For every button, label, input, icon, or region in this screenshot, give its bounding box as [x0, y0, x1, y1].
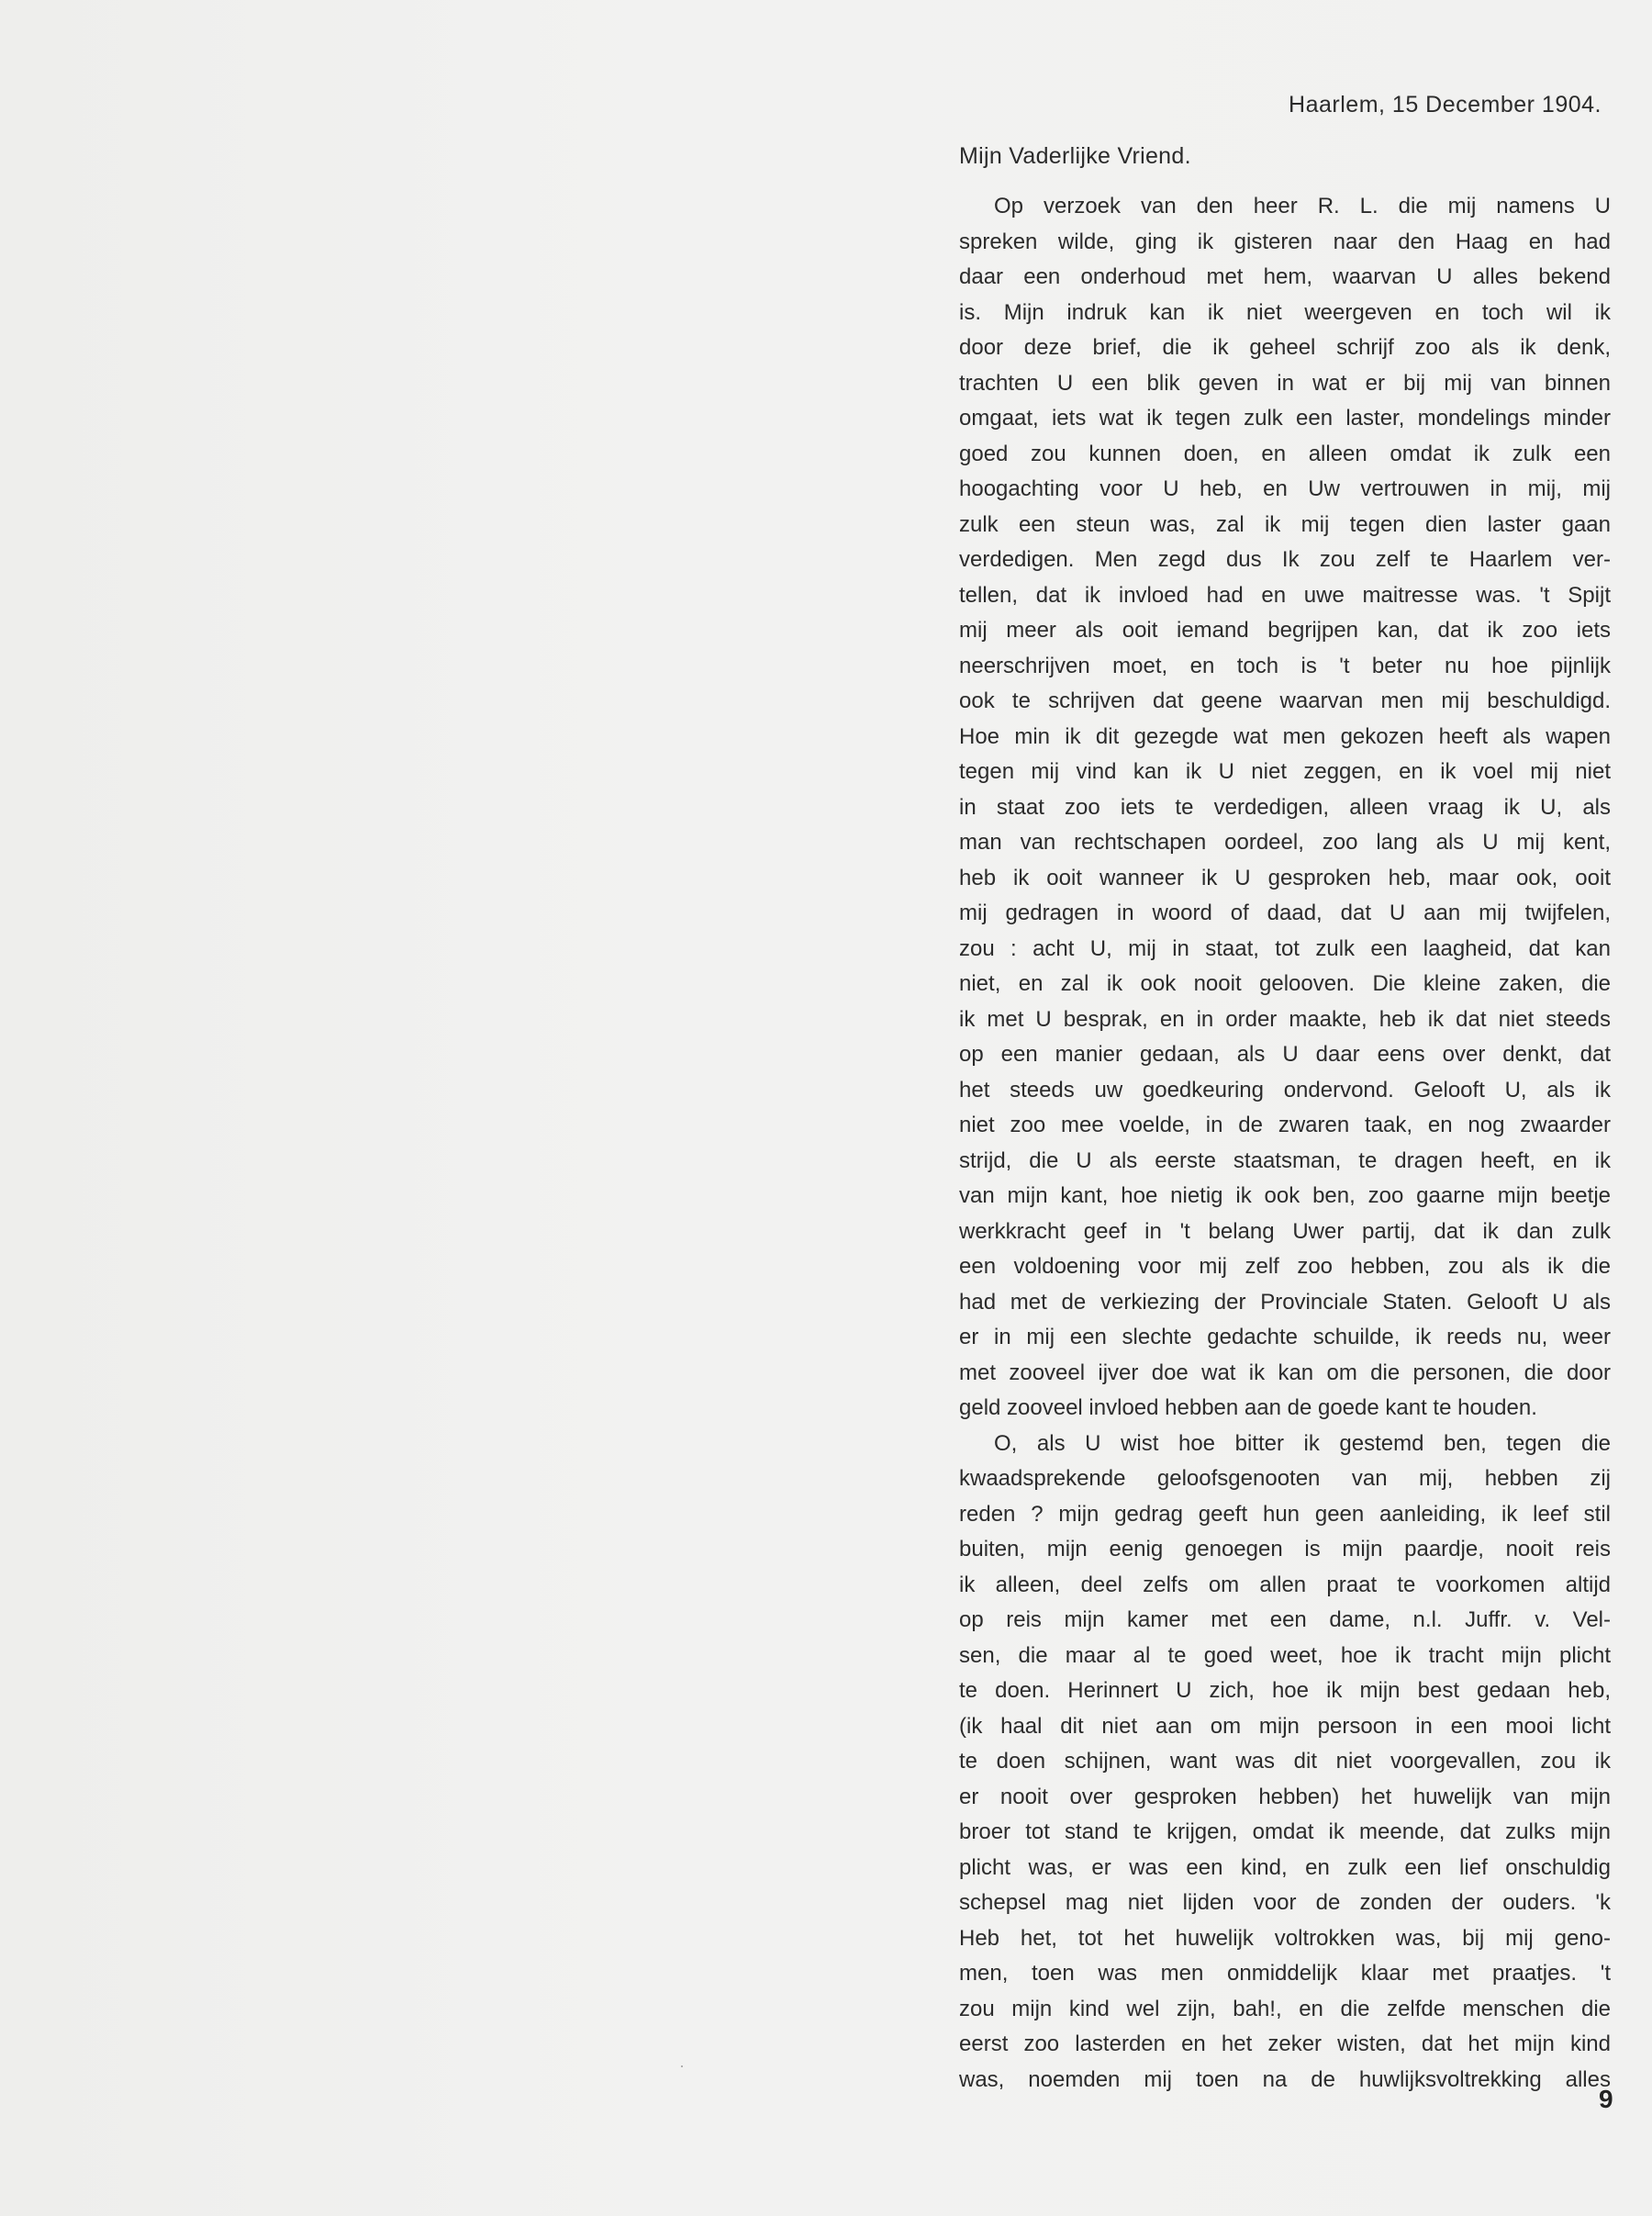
body-line: daar een onderhoud met hem, waarvan U alles bekend	[959, 264, 1611, 289]
body-line: mij meer als ooit iemand begrijpen kan, dat ik zoo iets	[959, 618, 1611, 643]
body-line: door deze brief, die ik geheel schrijf zoo als ik denk,	[959, 335, 1611, 360]
body-line: O, als U wist hoe bitter ik gestemd ben, tegen die	[994, 1430, 1611, 1456]
body-line: neerschrijven moet, en toch is 't beter nu hoe pijnlijk	[959, 653, 1611, 678]
body-line: op een manier gedaan, als U daar eens over denkt, dat	[959, 1042, 1611, 1067]
body-line: op reis mijn kamer met een dame, n.l. Juffr. v. Vel-	[959, 1607, 1611, 1632]
body-line: zulk een steun was, zal ik mij tegen dien laster gaan	[959, 511, 1611, 537]
body-line: strijd, die U als eerste staatsman, te dragen heeft, en ik	[959, 1147, 1611, 1173]
body-line: mij gedragen in woord of daad, dat U aan mij twijfelen,	[959, 901, 1611, 925]
body-line: ook te schrijven dat geene waarvan men mij beschuldigd.	[959, 688, 1611, 713]
body-line: niet, en zal ik ook nooit gelooven. Die kleine zaken, die	[959, 971, 1611, 996]
body-line: met zooveel ijver doe wat ik kan om die personen, die door	[959, 1360, 1611, 1385]
body-line: eerst zoo lasterden en het zeker wisten, dat het mijn kind	[959, 2031, 1611, 2056]
body-line: had met de verkiezing der Provinciale Staten. Gelooft U als	[959, 1289, 1611, 1315]
body-line: tellen, dat ik invloed had en uwe maitresse was. 't Spijt	[959, 582, 1611, 608]
body-line: (ik haal dit niet aan om mijn persoon in een mooi licht	[959, 1713, 1611, 1739]
body-line: buiten, mijn eenig genoegen is mijn paardje, nooit reis	[959, 1537, 1611, 1561]
page-number: 9	[1599, 2085, 1613, 2113]
body-line: plicht was, er was een kind, en zulk een lief onschuldig	[959, 1854, 1611, 1880]
body-line: heb ik ooit wanneer ik U gesproken heb, maar ook, ooit	[959, 865, 1611, 890]
body-line: te doen. Herinnert U zich, hoe ik mijn best gedaan heb,	[959, 1678, 1611, 1703]
body-line: werkkracht geef in 't belang Uwer partij, dat ik dan zulk	[959, 1218, 1611, 1244]
body-line: is. Mijn indruk kan ik niet weergeven en toch wil ik	[959, 299, 1611, 325]
body-line: Op verzoek van den heer R. L. die mij namens U	[994, 194, 1611, 218]
body-line: in staat zoo iets te verdedigen, alleen vraag ik U, als	[959, 794, 1611, 820]
body-line: man van rechtschapen oordeel, zoo lang als U mij kent,	[959, 830, 1611, 855]
body-line: zou mijn kind wel zijn, bah!, en die zelfde menschen die	[959, 1996, 1611, 2021]
body-line: er in mij een slechte gedachte schuilde, ik reeds nu, weer	[959, 1325, 1611, 1349]
letter-body	[959, 189, 1611, 2098]
body-line: was, noemden mij toen na de huwlijksvoltrekking alles	[959, 2066, 1611, 2092]
body-line: kwaadsprekende geloofsgenooten van mij, hebben zij	[959, 1466, 1611, 1491]
body-line: broer tot stand te krijgen, omdat ik meende, dat zulks mijn	[959, 1819, 1611, 1844]
letter-dateline: Haarlem, 15 December 1904.	[1289, 92, 1602, 118]
body-line: er nooit over gesproken hebben) het huwelijk van mijn	[959, 1784, 1611, 1809]
body-line: omgaat, iets wat ik tegen zulk een laster, mondelings minder	[959, 406, 1611, 431]
body-line: sen, die maar al te goed weet, hoe ik tracht mijn plicht	[959, 1642, 1611, 1668]
body-line: ik alleen, deel zelfs om allen praat te voorkomen altijd	[959, 1572, 1611, 1597]
body-line: zou : acht U, mij in staat, tot zulk een laagheid, dat kan	[959, 935, 1611, 961]
letter-salutation: Mijn Vaderlijke Vriend.	[959, 143, 1191, 169]
body-line: Hoe min ik dit gezegde wat men gekozen heeft als wapen	[959, 723, 1611, 749]
body-line: hoogachting voor U heb, en Uw vertrouwen in mij, mij	[959, 476, 1611, 501]
body-line: een voldoening voor mij zelf zoo hebben, zou als ik die	[959, 1254, 1611, 1279]
body-line: goed zou kunnen doen, en alleen omdat ik zulk een	[959, 441, 1611, 466]
body-line: het steeds uw goedkeuring ondervond. Gelooft U, als ik	[959, 1077, 1611, 1102]
body-line: men, toen was men onmiddelijk klaar met praatjes. 't	[959, 1961, 1611, 1986]
body-line: niet zoo mee voelde, in de zwaren taak, en nog zwaarder	[959, 1113, 1611, 1137]
body-line: ik met U besprak, en in order maakte, heb ik dat niet steeds	[959, 1006, 1611, 1032]
body-line: spreken wilde, ging ik gisteren naar den Haag en had	[959, 229, 1611, 254]
body-line: van mijn kant, hoe nietig ik ook ben, zoo gaarne mijn beetje	[959, 1183, 1611, 1208]
body-line: schepsel mag niet lijden voor de zonden der ouders. 'k	[959, 1890, 1611, 1915]
body-line: Heb het, tot het huwelijk voltrokken was, bij mij geno-	[959, 1925, 1611, 1951]
body-line: geld zooveel invloed hebben aan de goede kant te houden.	[959, 1395, 1537, 1420]
body-line: reden ? mijn gedrag geeft hun geen aanleiding, ik leef stil	[959, 1501, 1611, 1527]
body-line: verdedigen. Men zegd dus Ik zou zelf te Haarlem ver-	[959, 547, 1611, 572]
body-line: trachten U een blik geven in wat er bij mij van binnen	[959, 370, 1611, 396]
body-line: tegen mij vind kan ik U niet zeggen, en ik voel mij niet	[959, 759, 1611, 784]
paper-speck	[681, 2065, 683, 2067]
body-line: te doen schijnen, want was dit niet voorgevallen, zou ik	[959, 1749, 1611, 1774]
